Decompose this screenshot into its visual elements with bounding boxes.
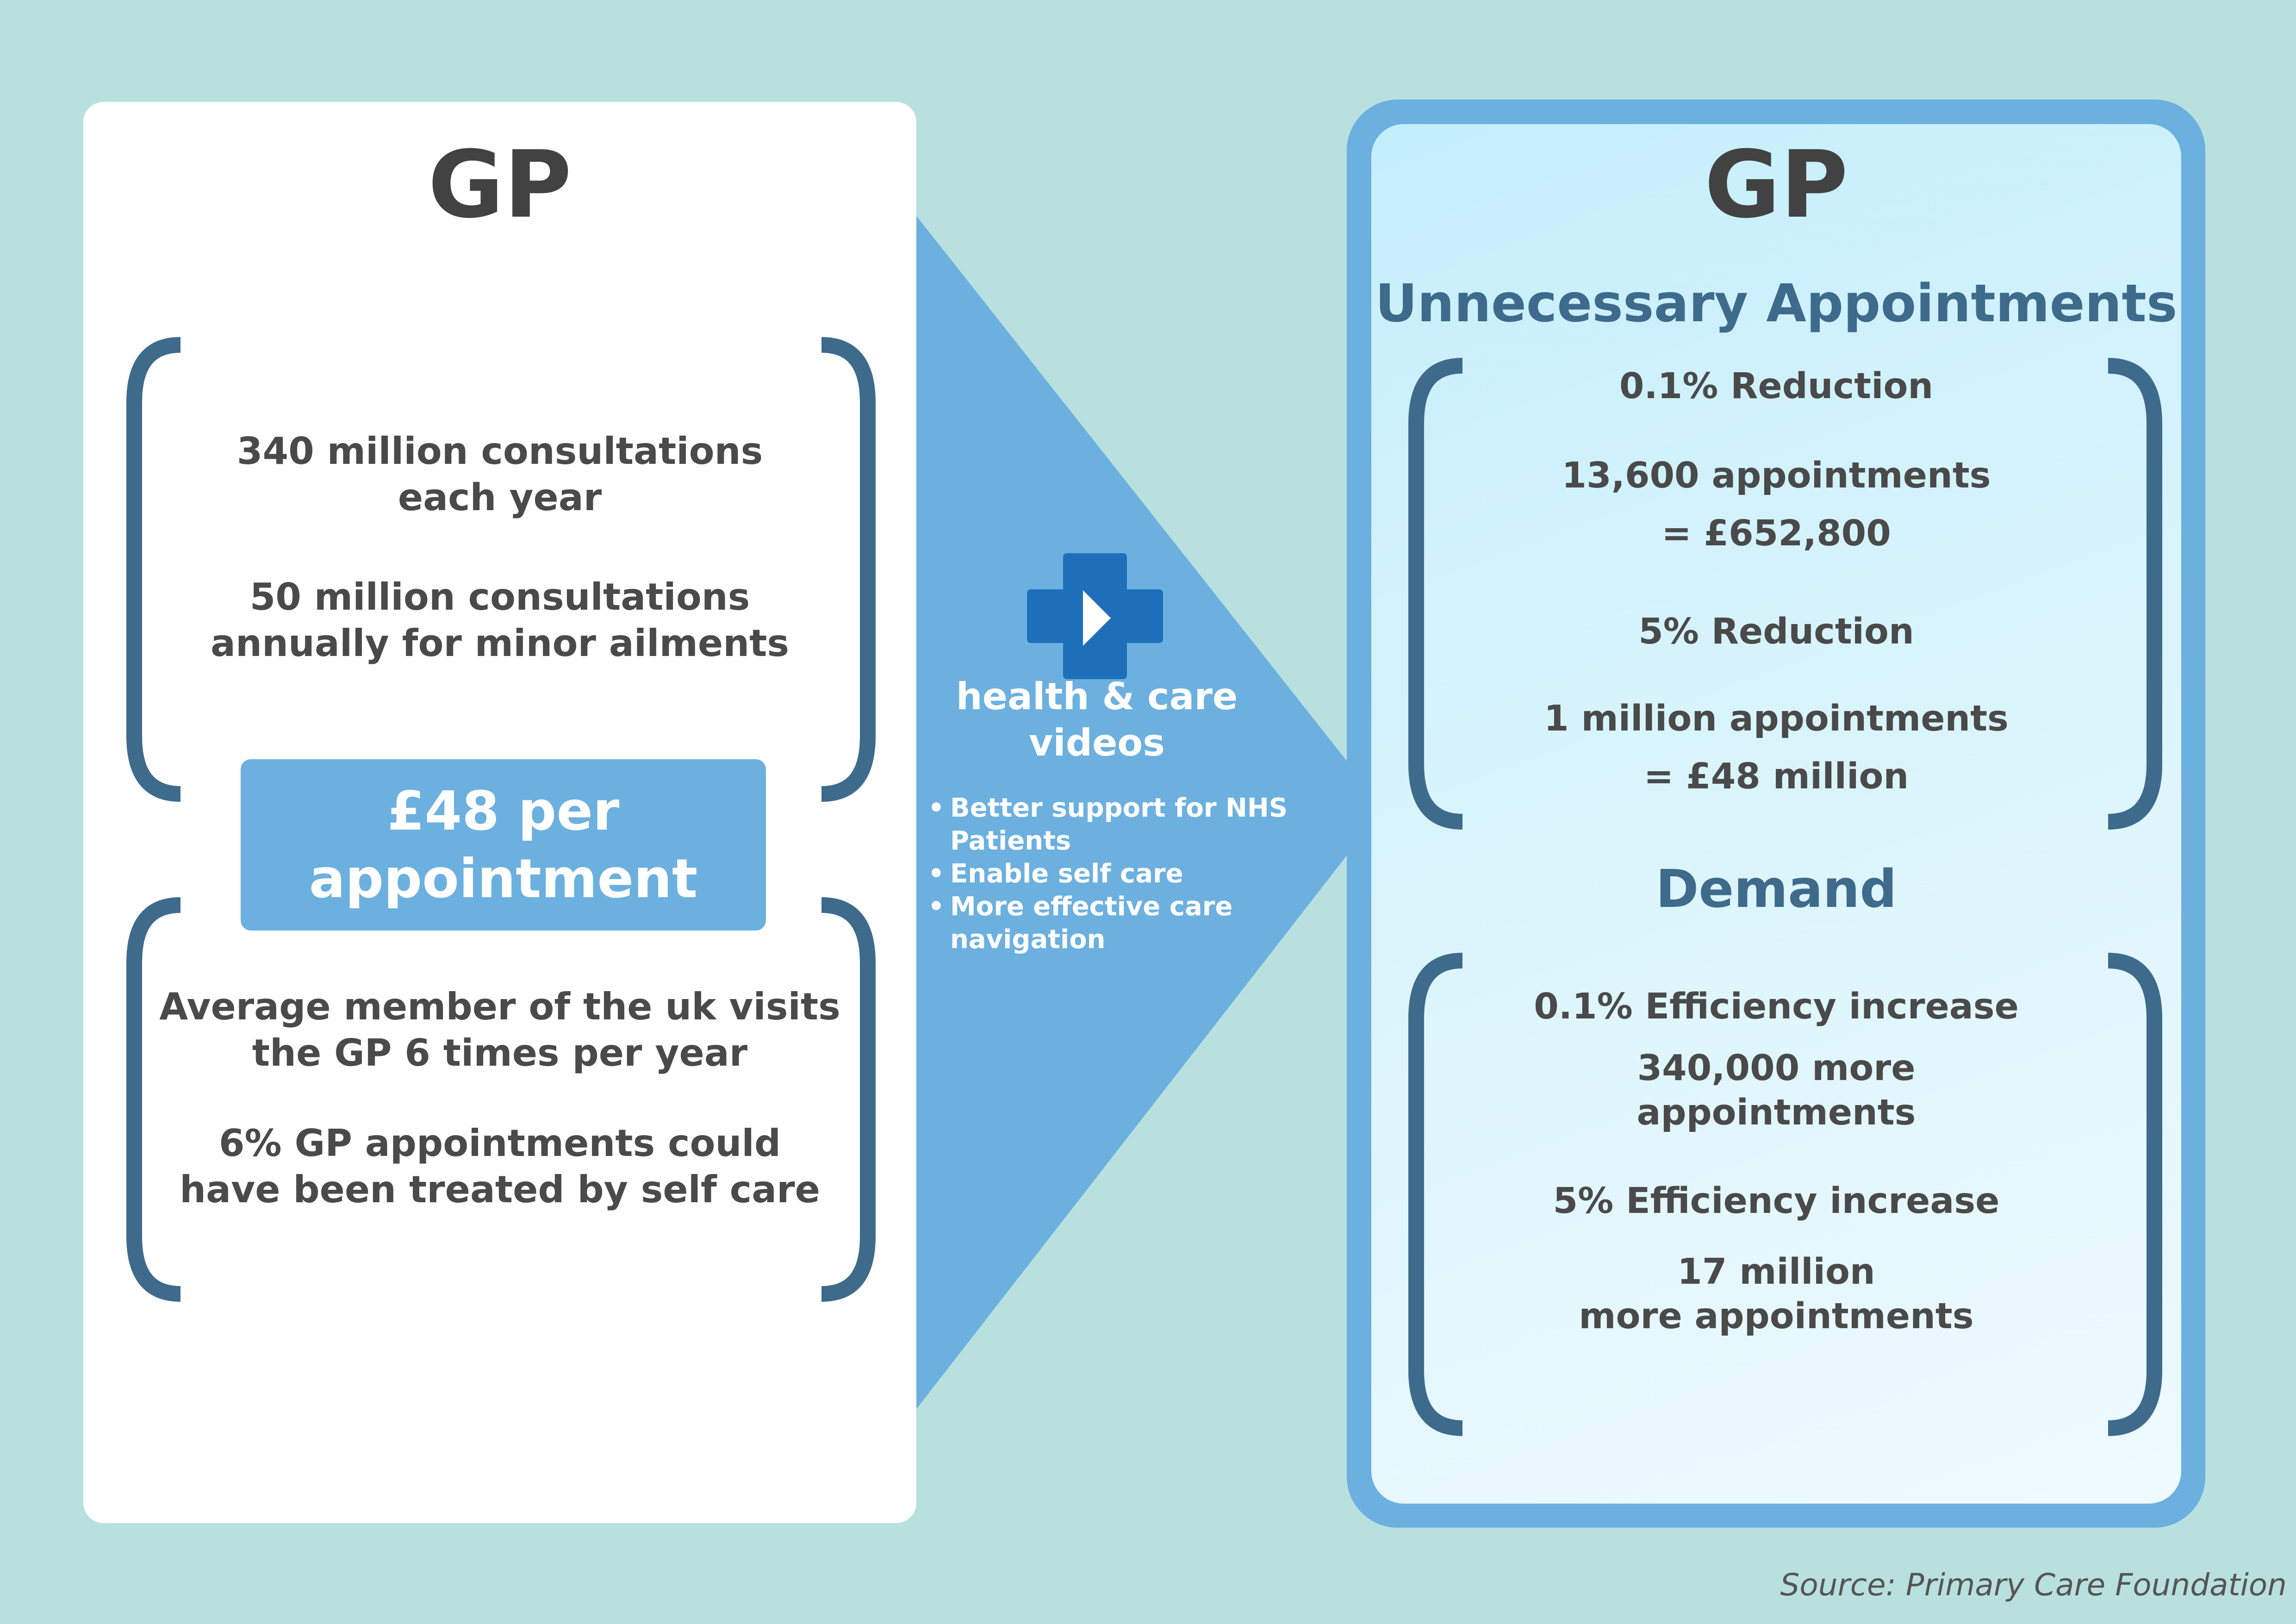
- value-line: 340,000 more: [1637, 1048, 1916, 1089]
- reduction-large: 5% Reduction: [1638, 611, 1914, 652]
- left-bracket-top-open: [134, 345, 180, 794]
- value-line: 17 million: [1677, 1251, 1875, 1293]
- left-title: GP: [428, 131, 572, 239]
- unnecessary-heading: Unnecessary Appointments: [1375, 274, 2178, 334]
- benefit-item: • Enable self care: [928, 859, 1183, 889]
- value-line: 13,600 appointments: [1562, 455, 1991, 496]
- benefit-item: • More effective care navigation: [928, 892, 1233, 955]
- price-line: £48 per: [387, 780, 620, 843]
- right-title: GP: [1704, 131, 1848, 239]
- efficiency-small-appointments: [1371, 1046, 2181, 1135]
- value-line: more appointments: [1579, 1296, 1974, 1337]
- value-line: = £652,800: [1661, 513, 1891, 554]
- efficiency-small: 0.1% Efficiency increase: [1534, 986, 2019, 1027]
- efficiency-large: 5% Efficiency increase: [1553, 1181, 2000, 1222]
- value-line: = £48 million: [1643, 756, 1909, 797]
- stat-line: each year: [398, 476, 602, 519]
- stat-line: 340 million consultations: [236, 430, 763, 473]
- price-line: appointment: [309, 848, 698, 910]
- left-stat-consultations: [83, 428, 916, 521]
- benefit-item: • Better support for NHS Patients: [928, 793, 1288, 856]
- stat-line: 50 million consultations: [249, 575, 750, 618]
- left-stat-minor-ailments: [83, 574, 916, 667]
- value-line: appointments: [1636, 1092, 1916, 1133]
- left-bracket-bottom-close: [821, 905, 868, 1294]
- reduction-large-appointments: [1371, 690, 2181, 806]
- demand-heading: Demand: [1655, 859, 1897, 919]
- value-line: 1 million appointments: [1544, 698, 2009, 739]
- left-stat-self-care: [83, 1120, 916, 1213]
- videos-label-line: health & care: [956, 675, 1238, 718]
- stat-line: 6% GP appointments could: [218, 1122, 781, 1165]
- videos-label: [930, 674, 1263, 766]
- stat-line: the GP 6 times per year: [252, 1031, 748, 1074]
- stat-line: annually for minor ailments: [211, 622, 789, 665]
- benefits-list: [928, 792, 1363, 956]
- left-bracket-bottom-open: [134, 905, 180, 1294]
- source-note: Source: Primary Care Foundation: [1780, 1567, 2287, 1603]
- stat-line: Average member of the uk visits: [159, 985, 840, 1028]
- videos-label-line: videos: [1029, 721, 1165, 764]
- stat-line: have been treated by self care: [180, 1168, 820, 1211]
- medical-play-icon: [1027, 553, 1163, 679]
- price-text: [241, 778, 766, 913]
- left-bracket-top-close: [821, 345, 868, 794]
- reduction-small-appointments: [1371, 447, 2181, 562]
- efficiency-large-appointments: [1371, 1250, 2181, 1339]
- left-stat-visits: [83, 984, 916, 1076]
- reduction-small: 0.1% Reduction: [1619, 366, 1934, 407]
